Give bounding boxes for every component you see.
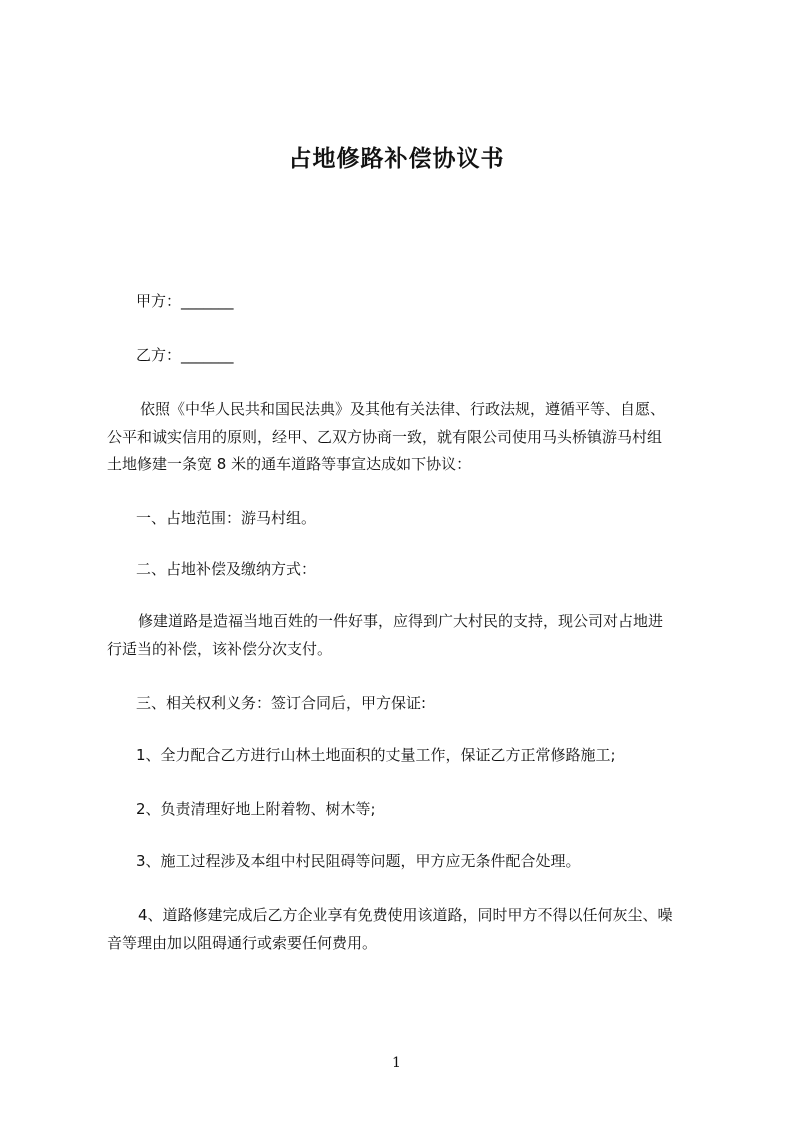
intro-line-3: 土地修建一条宽 8 米的通车道路等事宣达成如下协议： <box>107 455 472 473</box>
document-title: 占地修路补偿协议书 <box>288 146 505 172</box>
obligation-item-4-line-2: 音等理由加以阻碍通行或索要任何费用。 <box>107 934 378 952</box>
page-number: 1 <box>392 1055 401 1071</box>
section-2-body-line-1: 修建道路是造福当地百姓的一件好事，应得到广大村民的支持，现公司对占地进 <box>138 612 664 630</box>
party-b-line: 乙方：_______ <box>136 346 234 364</box>
obligation-item-2: 2、负责清理好地上附着物、树木等; <box>136 800 376 818</box>
obligation-item-3: 3、施工过程涉及本组中村民阻碍等问题，甲方应无条件配合处理。 <box>136 852 581 870</box>
intro-line-2: 公平和诚实信用的原则，经甲、乙双方协商一致，就有限公司使用马头桥镇游马村组 <box>107 428 663 446</box>
intro-line-1: 依照《中华人民共和国民法典》及其他有关法律、行政法规，遵循平等、自愿、 <box>140 400 666 418</box>
section-1-heading: 一、占地范围：游马村组。 <box>136 509 317 527</box>
party-a-line: 甲方：_______ <box>136 292 234 310</box>
section-2-body-line-2: 行适当的补偿，该补偿分次支付。 <box>107 640 333 658</box>
section-2-heading: 二、占地补偿及缴纳方式： <box>136 560 317 578</box>
obligation-item-4-line-1: 4、道路修建完成后乙方企业享有免费使用该道路，同时甲方不得以任何灰尘、噪 <box>138 906 673 924</box>
section-3-heading: 三、相关权利义务：签订合同后，甲方保证: <box>136 694 427 712</box>
obligation-item-1: 1、全力配合乙方进行山林土地面积的丈量工作，保证乙方正常修路施工; <box>136 746 616 764</box>
